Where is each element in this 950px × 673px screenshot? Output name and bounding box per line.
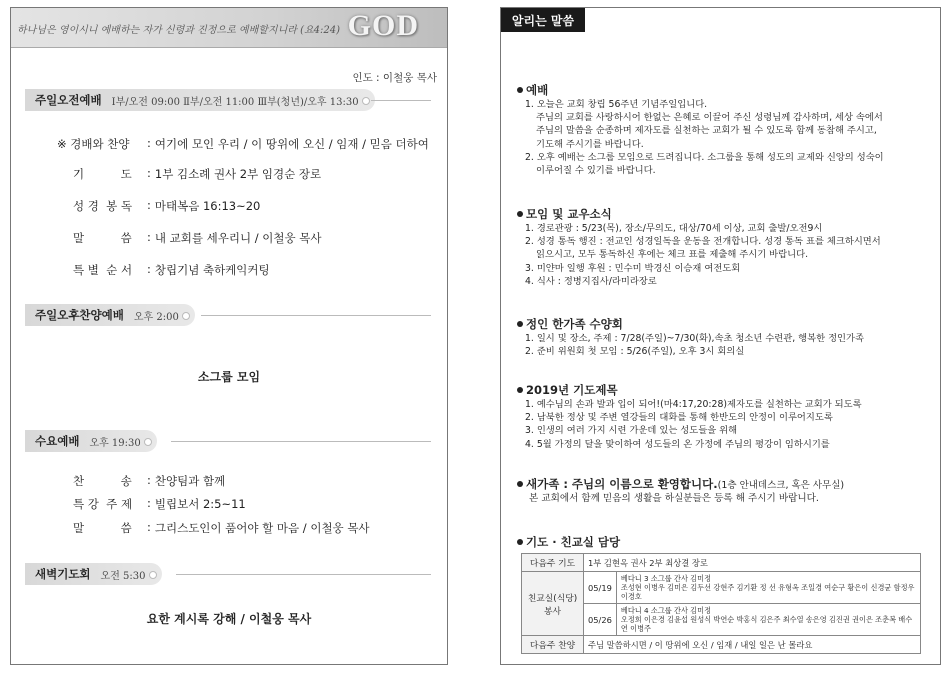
group-leader: 베다니 4 소그룹 간사 김미정 — [620, 606, 712, 615]
row-label: 특 별 순 서 — [73, 263, 133, 277]
morning-row-sermon: 말 씀 : 내 교회를 세우리니 / 이철웅 목사 — [73, 230, 322, 245]
bullet-icon — [517, 211, 523, 217]
section-time: 오후 19:30 — [89, 437, 141, 449]
divider — [371, 100, 431, 101]
group-leader: 베다니 3 소그룹 간사 김미정 — [620, 574, 712, 583]
row-value: 내 교회를 세우리니 / 이철웅 목사 — [154, 231, 322, 245]
table-cell: 1부 김현옥 권사 2부 최상결 장로 — [584, 554, 921, 572]
wednesday-row-sermon: 말 씀 : 그리스도인이 품어야 할 마음 / 이철웅 목사 — [73, 520, 370, 535]
notice-line: 4. 5월 가정의 달을 맞이하여 성도들의 온 가정에 주님의 평강이 임하시기를 — [525, 438, 830, 450]
row-value: 그리스도인이 품어야 할 마음 / 이철웅 목사 — [154, 521, 370, 535]
section-title: 주일오후찬양예배 — [35, 308, 124, 322]
row-label: 말 씀 — [73, 231, 132, 245]
notice-line: 1. 경로관광 : 5/23(목), 장소/무의도, 대상/70세 이상, 교회 출발/오전9시 — [525, 223, 823, 234]
table-cell: 05/26 — [584, 604, 617, 636]
header-verse: 하나님은 영이시니 예배하는 자가 신령과 진정으로 예배할지니라 (요4:24) — [17, 25, 340, 36]
notice-line: 주님의 교회를 사랑하시어 한없는 은혜로 이끌어 주신 성령님께 감사하며, 세상 속에서 — [536, 112, 883, 124]
divider — [176, 574, 431, 575]
notice-line: 주님의 말씀을 순종하며 제자도를 실천하는 교회가 될 수 있도록 함께 동참해 주시고, — [536, 125, 877, 137]
row-value: 여기에 모인 우리 / 이 땅위에 오신 / 임재 / 믿음 더하여 — [154, 137, 429, 151]
prayer-topics — [517, 382, 927, 451]
section-time: 오후 2:00 — [133, 311, 179, 323]
table-row — [522, 572, 921, 604]
bullet-icon — [517, 539, 523, 545]
dawn-prayer-bar — [25, 563, 162, 585]
table-cell: 05/19 — [584, 572, 617, 604]
right-page — [500, 7, 941, 665]
notice-line: 기도해 주시기를 바랍니다. — [536, 138, 644, 150]
bullet-icon — [517, 387, 523, 393]
section-title: 수요예배 — [35, 434, 80, 448]
bullet-icon — [517, 87, 523, 93]
notice-line: 1. 예수님의 손과 발과 입이 되어!(마4:17,20:28)제자도를 실천하는 교회가 되도록 — [525, 399, 862, 410]
divider — [201, 315, 431, 316]
notice-line: 2. 남북한 정상 및 주변 열강들의 대화를 통해 한반도의 안정이 이루어지도록 — [525, 412, 833, 424]
notice-heading — [517, 534, 927, 550]
morning-row-special: 특 별 순 서 : 창립기념 축하케익커팅 — [73, 262, 270, 277]
notice-heading — [517, 206, 927, 222]
notice-heading — [517, 382, 927, 398]
god-logo: GOD — [347, 9, 419, 42]
section-time: Ⅰ부/오전 09:00 Ⅱ부/오전 11:00 Ⅲ부(청년)/오후 13:30 — [111, 96, 359, 108]
notice-title: 알리는 말씀 — [501, 8, 585, 32]
morning-row-prayer: 기 도 : 1부 김소례 권사 2부 임경순 장로 — [73, 166, 322, 181]
morning-service-bar — [25, 89, 375, 111]
dawn-content: 요한 계시록 강해 / 이철웅 목사 — [146, 612, 312, 626]
heading-text: 모임 및 교우소식 — [526, 207, 612, 221]
meetings-notice — [517, 206, 927, 288]
row-label: 찬 송 — [73, 474, 132, 488]
duty-heading-block — [517, 534, 927, 550]
heading-text: 정인 한가족 수양회 — [526, 317, 623, 331]
row-value: 창립기념 축하케익커팅 — [154, 263, 270, 277]
notice-heading — [517, 476, 927, 492]
heading-note: (1층 안내데스크, 혹은 사무실) — [717, 480, 845, 491]
row-value: 찬양팀과 함께 — [154, 474, 226, 488]
afternoon-content: 소그룹 모임 — [197, 370, 261, 384]
notice-line: 4. 식사 : 정병지집사/라미라장로 — [525, 275, 657, 287]
table-cell: 다음주 찬양 — [522, 636, 584, 654]
section-title: 주일오전예배 — [35, 93, 102, 107]
duty-table — [521, 553, 921, 654]
row-value: 마태복음 16:13~20 — [154, 199, 261, 213]
table-cell: 다음주 기도 — [522, 554, 584, 572]
heading-text: 예배 — [526, 83, 549, 97]
heading-text: 새가족 : 주님의 이름으로 환영합니다. — [526, 477, 718, 491]
table-cell — [616, 572, 920, 604]
newcomer-notice — [517, 476, 927, 506]
notice-line: 2. 오후 예배는 소그룹 모임으로 드려집니다. 소그룹을 통해 성도의 교제와 신앙의 성숙이 — [525, 151, 884, 163]
notice-line: 본 교회에서 함께 믿음의 생활을 하실분들은 등록 해 주시기 바랍니다. — [529, 493, 819, 504]
notice-line: 2. 준비 위원회 첫 모임 : 5/26(주일), 오후 3시 회의실 — [525, 346, 745, 358]
notice-line: 읽으시고, 모두 통독하신 후에는 체크 표를 제출해 주시기 바랍니다. — [536, 249, 809, 261]
notice-heading — [517, 316, 927, 332]
section-time: 오전 5:30 — [100, 570, 146, 582]
worship-notice — [517, 82, 927, 177]
notice-heading — [517, 82, 927, 98]
table-cell — [616, 604, 920, 636]
bullet-icon — [517, 481, 523, 487]
row-label: 성 경 봉 독 — [73, 199, 133, 213]
morning-row-praise: ※ 경배와 찬양 : 여기에 모인 우리 / 이 땅위에 오신 / 임재 / 믿음 더하여 — [57, 136, 429, 151]
group-members: 조성현 이병우 김미은 김두선 강현주 김기환 정 선 유형옥 조일경 여순구 황은이 신경균 함정우 이경호 — [620, 583, 915, 601]
wednesday-service-bar — [25, 430, 157, 452]
section-title: 새벽기도회 — [35, 567, 91, 581]
notice-line: 이루어질 수 있기를 바랍니다. — [536, 165, 656, 177]
row-label: 기 도 — [73, 167, 132, 181]
wednesday-row-hymn: 찬 송 : 찬양팀과 함께 — [73, 473, 226, 488]
retreat-notice — [517, 316, 927, 358]
wednesday-row-topic: 특 강 주 제 : 빌립보서 2:5~11 — [73, 496, 246, 511]
notice-line: 1. 오늘은 교회 창립 56주년 기념주일입니다. — [525, 99, 708, 110]
notice-line: 3. 인생의 여러 가지 시련 가운데 있는 성도들을 위해 — [525, 425, 738, 437]
notice-line: 3. 미얀마 일행 후원 : 민수미 박경신 이승재 여전도회 — [525, 262, 741, 274]
row-value: 1부 김소례 권사 2부 임경순 장로 — [154, 167, 322, 181]
table-cell: 친교실(식당) 봉사 — [522, 572, 584, 636]
verse-banner — [11, 8, 447, 48]
left-page — [10, 7, 448, 665]
morning-row-reading: 성 경 봉 독 : 마태복음 16:13~20 — [73, 198, 261, 213]
table-row — [522, 636, 921, 654]
table-row — [522, 554, 921, 572]
group-members: 오정희 이은경 김윤섭 원성식 박연순 박홍식 김은주 최수열 송은영 김진권 권이은 조춘복 배수연 이병주 — [620, 615, 913, 633]
row-label: ※ 경배와 찬양 — [57, 137, 130, 151]
worship-leader: 인도 : 이철웅 목사 — [352, 72, 437, 84]
afternoon-service-bar — [25, 304, 195, 326]
row-label: 특 강 주 제 — [73, 497, 133, 511]
notice-line: 2. 성경 통독 행진 : 전교인 성경일독을 운동을 전개합니다. 성경 통독 표를 체크하시면서 — [525, 236, 881, 248]
row-label: 말 씀 — [73, 521, 132, 535]
notice-line: 1. 일시 및 장소, 주제 : 7/28(주일)~7/30(화),속초 청소년 수련관, 행복한 정인가족 — [525, 333, 864, 344]
heading-text: 기도 · 친교실 담당 — [526, 535, 621, 549]
heading-text: 2019년 기도제목 — [526, 383, 618, 397]
divider — [171, 441, 431, 442]
row-value: 빌립보서 2:5~11 — [154, 497, 246, 511]
table-cell: 주님 말씀하시면 / 이 땅위에 오신 / 임재 / 내일 일은 난 몰라요 — [584, 636, 921, 654]
bullet-icon — [517, 321, 523, 327]
